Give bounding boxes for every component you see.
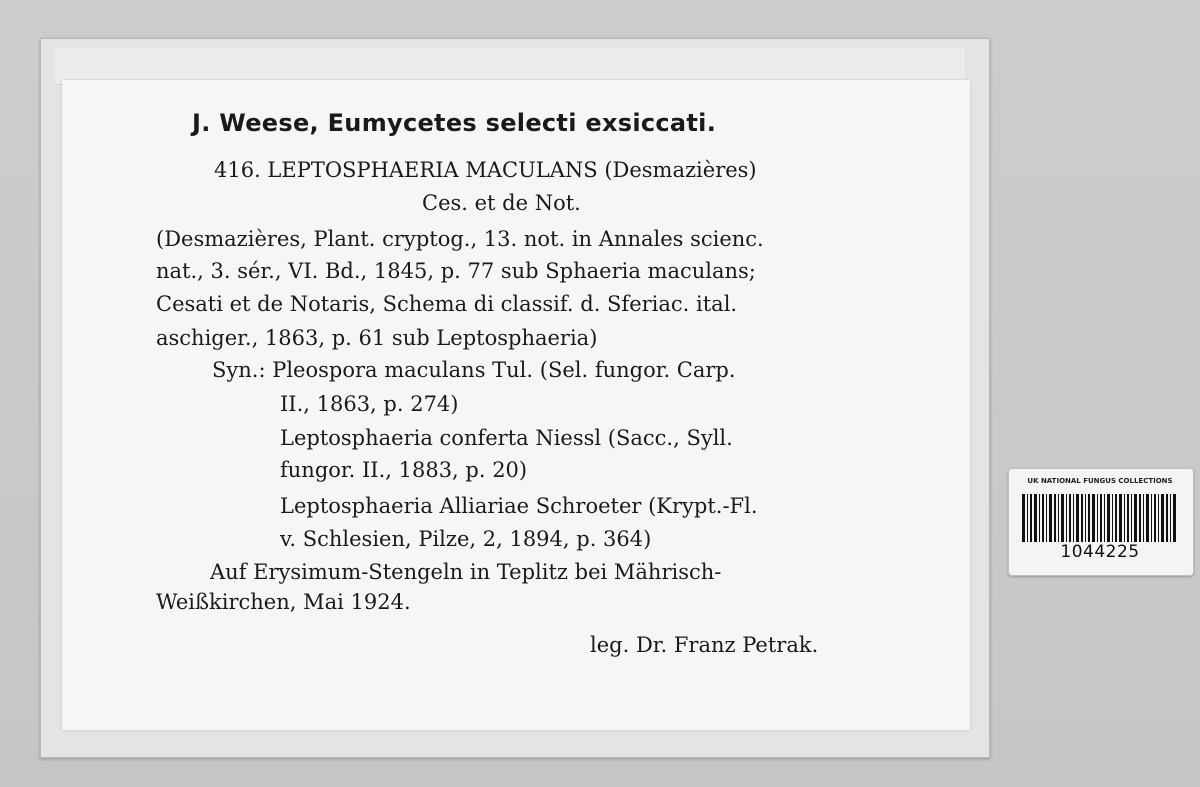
reference-line: nat., 3. sér., VI. Bd., 1845, p. 77 sub Sphaeria maculans; bbox=[156, 259, 756, 283]
barcode-number: 1044225 bbox=[1060, 542, 1140, 562]
locality-line: Auf Erysimum-Stengeln in Teplitz bei Mährisch- bbox=[210, 560, 722, 584]
synonym-line: Syn.: Pleospora maculans Tul. (Sel. fungor. Carp. bbox=[212, 358, 736, 382]
barcode-icon bbox=[1022, 494, 1178, 542]
barcode-header: UK NATIONAL FUNGUS COLLECTIONS bbox=[1027, 477, 1173, 485]
locality-line: Weißkirchen, Mai 1924. bbox=[156, 590, 411, 614]
synonym-line: fungor. II., 1883, p. 20) bbox=[280, 458, 528, 482]
reference-line: (Desmazières, Plant. cryptog., 13. not. in Annales scienc. bbox=[156, 227, 764, 251]
synonym-line: v. Schlesien, Pilze, 2, 1894, p. 364) bbox=[280, 527, 652, 551]
reference-line: aschiger., 1863, p. 61 sub Leptosphaeria) bbox=[156, 326, 598, 350]
label-title: J. Weese, Eumycetes selecti exsiccati. bbox=[192, 109, 717, 137]
synonym-line: Leptosphaeria conferta Niessl (Sacc., Syll. bbox=[280, 426, 733, 450]
species-name: 416. LEPTOSPHAERIA MACULANS (Desmazières) bbox=[214, 158, 757, 182]
reference-line: Cesati et de Notaris, Schema di classif. d. Sferiac. ital. bbox=[156, 292, 738, 316]
collector-line: leg. Dr. Franz Petrak. bbox=[590, 633, 819, 657]
synonym-line: Leptosphaeria Alliariae Schroeter (Krypt.-Fl. bbox=[280, 494, 758, 518]
species-authority: Ces. et de Not. bbox=[422, 191, 581, 215]
synonym-line: II., 1863, p. 274) bbox=[280, 392, 459, 416]
